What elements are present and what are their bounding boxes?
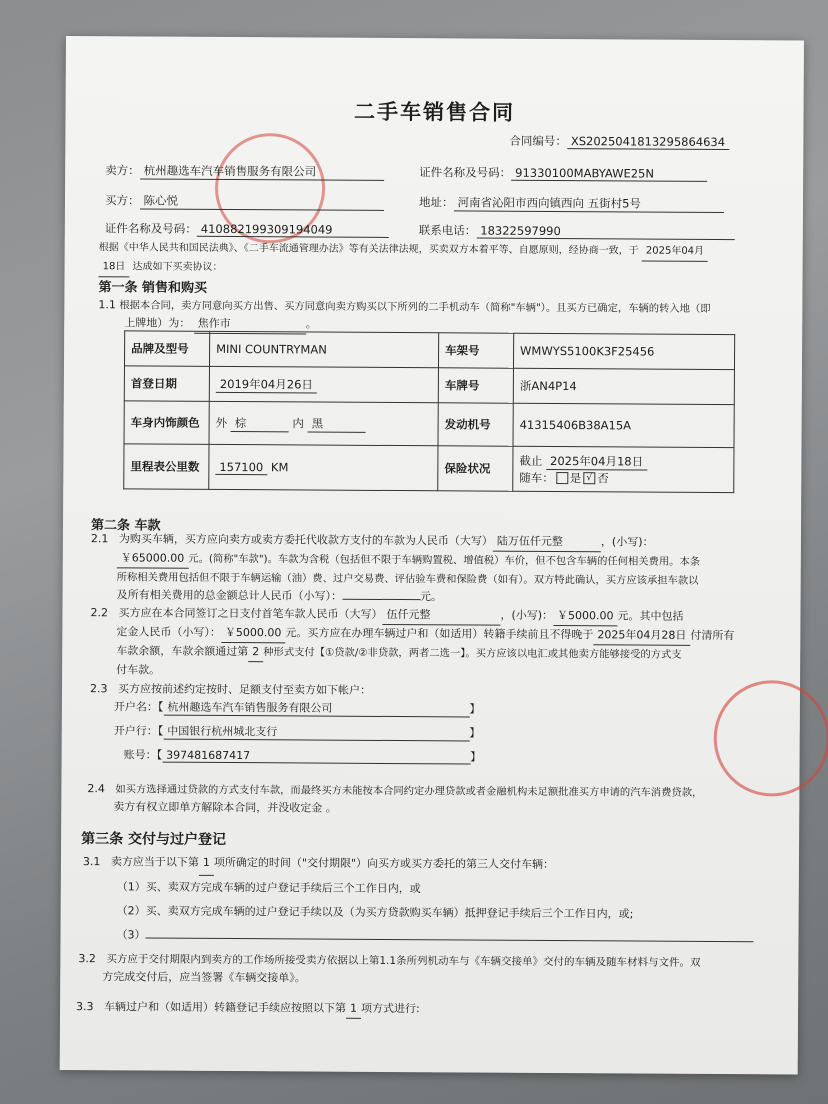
phone-label: 联系电话： [418, 223, 477, 238]
clause-text: 所称相关费用包括但不限于车辆运输（油）费、过户交易费、评估验车费和保险费（如有）。双方特此确认，买方应该承担车款以 [116, 571, 699, 587]
clause-2-2 [90, 604, 770, 683]
price-upper: 陆万伍仟元整 [493, 533, 601, 553]
clause-number: 3.3 [76, 1000, 94, 1014]
clause-number: 2.2 [90, 606, 109, 620]
first-payment-amount: ￥5000.00 [553, 607, 618, 626]
clause-number: 2.3 [89, 682, 108, 696]
intro-text-end: 达成如下买卖协议： [132, 261, 223, 273]
buyer-row [105, 192, 384, 211]
bank-name: 中国银行杭州城北支行 [163, 723, 469, 742]
seller-label: 卖方： [105, 163, 140, 178]
intro-paragraph [99, 239, 769, 281]
clause-text: ，(小写)： [600, 535, 654, 549]
clause-text: ，(小写)： [500, 608, 554, 622]
page-title: 二手车销售合同 [353, 99, 516, 125]
bracket: 】 [469, 726, 481, 740]
vin-value: WMWYS5100K3F25456 [513, 333, 734, 369]
delivery-item: 1 [199, 851, 214, 876]
clause-text: 买方应按前述约定按时、足额支付至卖方如下帐户： [117, 682, 372, 697]
clause-number: 2.1 [90, 532, 109, 546]
vin-label: 车架号 [438, 333, 513, 368]
address-row [419, 194, 724, 213]
article2-heading: 第二条 车款 [90, 518, 161, 534]
clause-text: 方完成交付后，应当签署《车辆交接单》。 [102, 970, 306, 985]
address-label: 地址： [418, 195, 454, 210]
clause-text: 车辆过户和（如适用）转籍登记手续应按照以下第 [104, 1000, 347, 1015]
phone-row [419, 222, 735, 240]
clause-text: 元。买方应在办理车辆过户和（如适用）转籍手续前且不得晚于 [285, 626, 594, 642]
clause-text: 卖方应当于以下第 [110, 855, 199, 869]
clause-text: 付清所有 [690, 628, 735, 643]
seller-name: 杭州趣选车汽车销售服务有限公司 [140, 162, 384, 180]
clause-text: 元。其中包括 [617, 609, 684, 623]
clause-text: 及所有相关费用的总金额总计人民币（小写）： [116, 588, 343, 603]
seller-id: 91330100MABYAWE25N [511, 166, 707, 182]
buyer-label: 买方： [104, 193, 140, 208]
clause-3-2 [78, 950, 790, 990]
article1-text: 根据本合同，卖方同意向买方出售、买方同意向卖方购买以下所列的二手机动车（简称"车辆"）。且买方已确定，车辆的转入地（即 [119, 299, 711, 315]
account-number-row [124, 746, 482, 764]
article1-text-end: 。 [305, 317, 317, 331]
mileage-cell [209, 444, 438, 490]
account-name-row [114, 698, 481, 717]
no-label: 否 [597, 470, 609, 485]
insurance-label: 保险状况 [438, 446, 513, 491]
clause-text: 种形式支付【①贷款/②非贷款，两者二选一】。买方应该以电汇或其他卖方能够接受的方式支 [263, 646, 682, 661]
insurance-until: 2025年04月18日 [546, 452, 647, 470]
deposit-amount: ￥5000.00 [221, 624, 286, 643]
engine-label: 发动机号 [438, 403, 513, 446]
contract-number-label: 合同编号： [509, 133, 567, 149]
option-3: （3） [116, 928, 146, 942]
interior-color: 黑 [308, 415, 366, 432]
article1-heading: 第一条 销售和购买 [98, 280, 208, 296]
follow-label: 随车： [519, 470, 554, 485]
intro-text: 根据《中华人民共和国民法典》、《二手车流通管理办法》等有关法律法规，买卖双方本着平等、自愿原则，经协商一致，于 [98, 242, 639, 257]
buyer-id-label: 证件名称及号码： [104, 221, 197, 236]
contract-number-row [509, 133, 729, 150]
clause-text: 为购买车辆，买方应向卖方或卖方委托代收款方支付的车款为人民币（大写） [118, 532, 493, 548]
buyer-phone: 18322597990 [476, 224, 734, 241]
clause-text: 定金人民币（小写）： [116, 625, 221, 639]
clause-number: 3.1 [82, 855, 101, 869]
clause-text: 车款余额，车款余额通过第 [116, 644, 249, 659]
buyer-name: 陈心悦 [139, 192, 383, 210]
clause-3-1 [82, 850, 783, 951]
mileage-unit: KM [270, 459, 289, 474]
brand-value: MINI COUNTRYMAN [209, 331, 438, 367]
clause-text: 买方应在本合同签订之日支付首笔车款人民币（大写） [118, 606, 383, 621]
transfer-item: 1 [346, 1000, 361, 1019]
clause-number: 3.2 [78, 952, 96, 966]
seller-id-row [419, 164, 707, 182]
payment-method: 2 [248, 643, 263, 662]
first-payment-upper: 伍仟元整 [382, 606, 500, 626]
table-row [124, 366, 734, 405]
checkbox-yes[interactable] [556, 472, 568, 484]
clause-text: 项方式进行: [361, 1001, 420, 1016]
insurance-until-label: 截止 [519, 453, 543, 468]
interior-prefix: 内 [292, 415, 304, 430]
clause-2-1 [91, 530, 771, 608]
table-row [124, 331, 734, 370]
checkbox-no[interactable]: √ [583, 472, 595, 484]
clause-text: 项所确定的时间（"交付期限"）向买方或买方委托的第三人交付车辆： [213, 855, 555, 871]
article3-heading: 第三条 交付与过户登记 [81, 831, 227, 848]
bank-label: 开户行：【 [113, 724, 164, 738]
color-label: 车身内饰颜色 [124, 401, 209, 445]
contract-paper [60, 36, 804, 1074]
clause-text: 卖方有权立即单方解除本合同，并没收定金 。 [113, 800, 337, 815]
reg-date-cell [209, 366, 438, 402]
bracket: 】 [470, 750, 482, 764]
account-number-label: 账号：【 [123, 748, 163, 762]
plate-label: 车牌号 [438, 368, 513, 403]
mileage-value: 157100 [215, 459, 267, 474]
yes-label: 是 [569, 470, 582, 485]
intro-day: 18日 [99, 258, 130, 277]
payoff-date: 2025年04月28日 [593, 626, 690, 646]
option-1: （1）买、卖双方完成车辆的过户登记手续后三个工作日内，或 [116, 880, 421, 896]
exterior-prefix: 外 [215, 415, 228, 430]
intro-date: 2025年04月 [642, 243, 708, 262]
clause-number: 2.4 [87, 782, 105, 796]
table-row [124, 401, 734, 448]
bank-row [114, 722, 481, 741]
insurance-cell [513, 446, 734, 492]
clause-3-3 [76, 998, 788, 1021]
clause-number: 1.1 [98, 298, 116, 312]
brand-label: 品牌及型号 [124, 331, 209, 367]
account-number: 397481687417 [162, 749, 470, 765]
contract-number: XS2025041813295864634 [567, 134, 729, 150]
clause-text: 买方应于交付期限内到卖方的工作场所接受卖方依据以上第1.1条所列机动车与《车辆交接单》交付的车辆及随车材料与文件。双 [106, 953, 701, 969]
clause-text: 如买方选择通过贷款的方式支付车款，而最终买方未能按本合同约定办理贷款或者金融机构未足额批准买方申请的汽车消费贷款， [115, 783, 703, 799]
plate-value: 浙AN4P14 [513, 368, 734, 404]
reg-date-label: 首登日期 [124, 366, 209, 402]
account-name-label: 开户名：【 [113, 700, 164, 714]
buyer-address: 河南省沁阳市西向镇西向 五街村5号 [453, 194, 723, 213]
color-cell [209, 401, 438, 445]
seller-row [105, 162, 384, 181]
clause-text: 元。(简称"车款")。车款为含税（包括但不限于车辆购置税、增值税）车价，但不包含车辆的任何相关费用。本条 [188, 552, 701, 568]
clause-2-4 [87, 780, 777, 820]
table-row [124, 444, 734, 493]
clause-text: 付车款。 [116, 663, 161, 677]
registration-city: 焦作市 [194, 315, 306, 335]
reg-date-value: 2019年04月26日 [216, 375, 317, 393]
vehicle-table [123, 330, 735, 493]
clause-text: 元。 [420, 590, 443, 604]
article1-text-b: 上牌地）为： [124, 316, 191, 330]
bracket: 】 [469, 702, 481, 716]
account-name: 杭州趣选车汽车销售服务有限公司 [163, 699, 469, 718]
price-amount: ￥65000.00 [117, 549, 189, 568]
buyer-id-row [105, 220, 389, 238]
buyer-id: 410882199309194049 [197, 222, 389, 238]
seller-id-label: 证件名称及号码： [419, 165, 512, 180]
exterior-color: 棕 [231, 415, 289, 432]
mileage-label: 里程表公里数 [124, 444, 209, 490]
option-2: （2）买、卖双方完成车辆的过户登记手续以及（为买方贷款购买车辆）抵押登记手续后三个工作日内，或; [116, 904, 634, 921]
engine-value: 41315406B38A15A [513, 403, 734, 447]
